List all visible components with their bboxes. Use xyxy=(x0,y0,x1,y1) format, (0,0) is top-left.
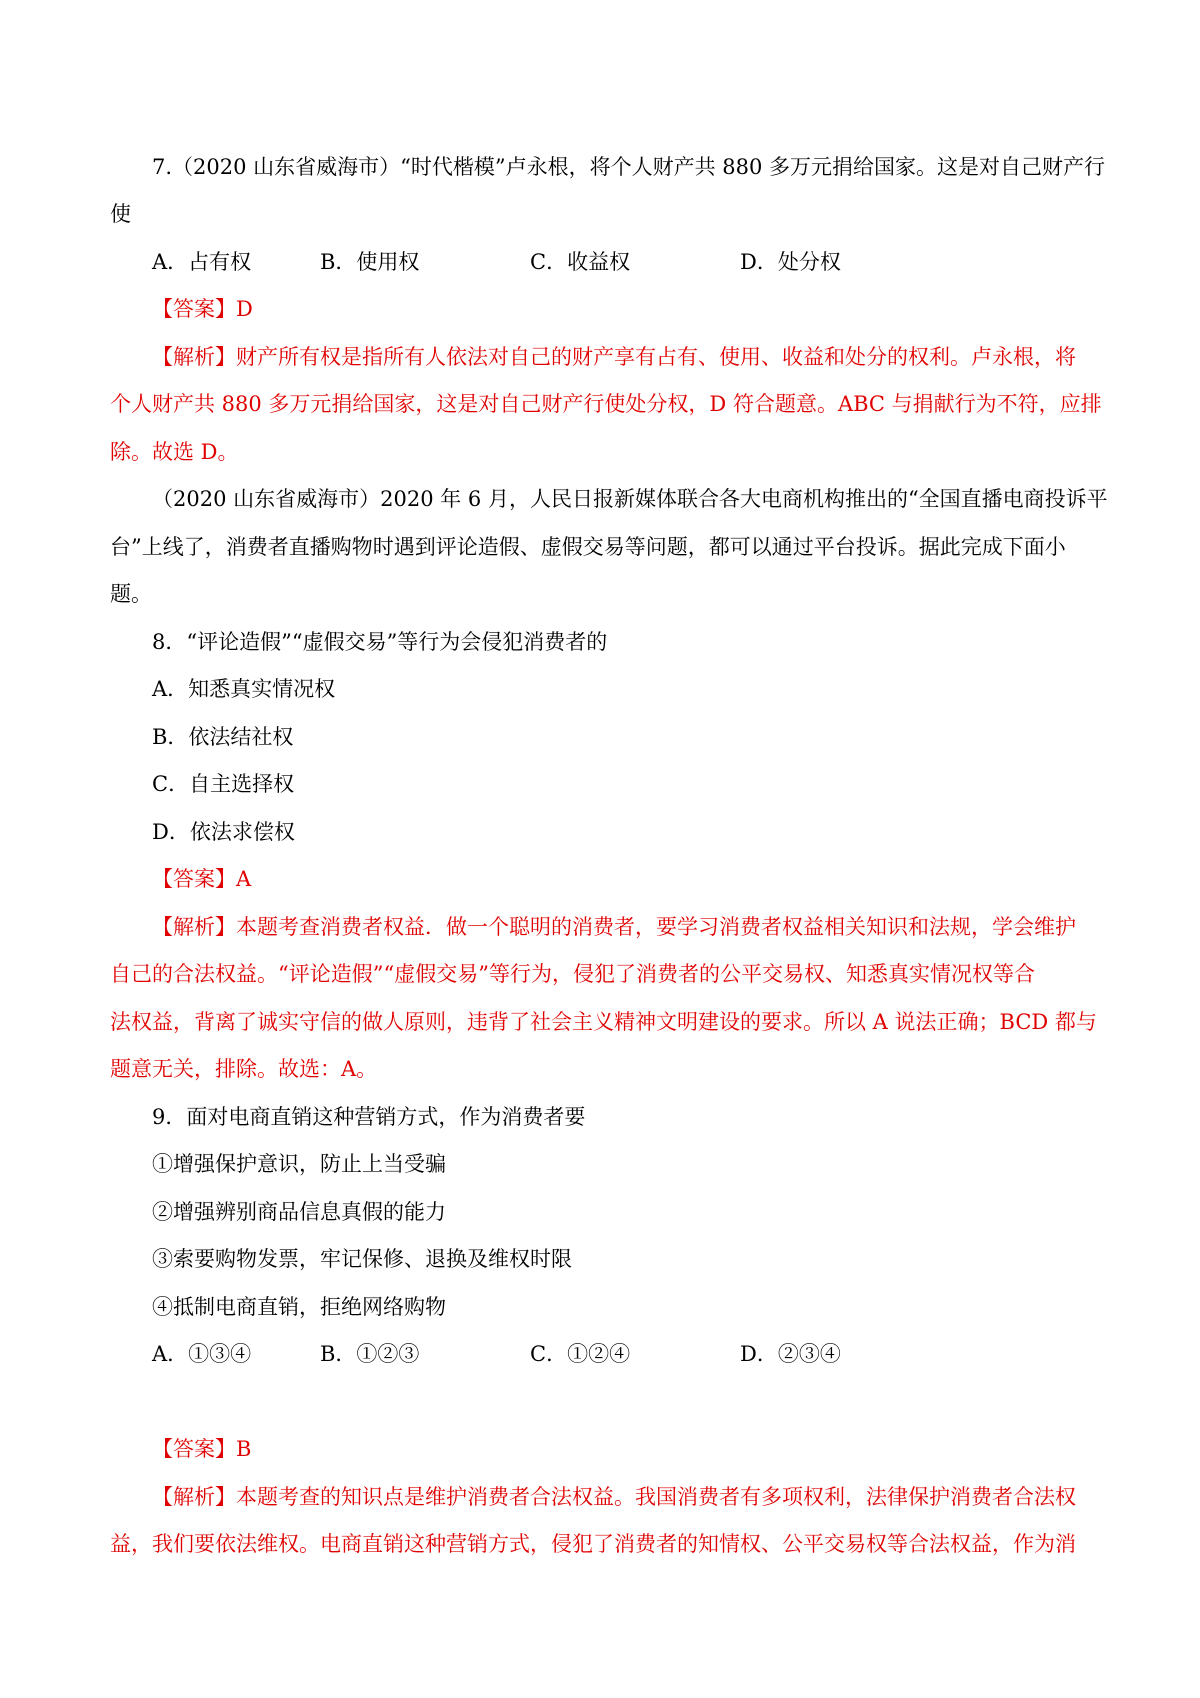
q9-analysis-line2: 益，我们要依法维权。电商直销这种营销方式，侵犯了消费者的知情权、公平交易权等合法权益，作为消 xyxy=(110,1532,1076,1556)
q9-option-d: D．②③④ xyxy=(740,1342,841,1366)
q9-analysis-line1: 【解析】本题考查的知识点是维护消费者合法权益。我国消费者有多项权利，法律保护消费者合法权 xyxy=(152,1485,1076,1509)
q8-analysis-line1: 【解析】本题考查消费者权益．做一个聪明的消费者，要学习消费者权益相关知识和法规，学会维护 xyxy=(152,915,1076,939)
q7-stem-line2: 使 xyxy=(110,202,131,226)
q8-analysis-line3: 法权益，背离了诚实守信的做人原则，违背了社会主义精神文明建设的要求。所以 A 说法正确；BCD 都与 xyxy=(110,1010,1097,1034)
q8-answer: 【答案】A xyxy=(152,867,252,891)
q7-option-b: B．使用权 xyxy=(320,250,420,274)
q9-options xyxy=(152,1339,1052,1369)
q9-option-a: A．①③④ xyxy=(152,1342,252,1366)
q7-option-a: A．占有权 xyxy=(152,250,252,274)
material-line2: 台”上线了，消费者直播购物时遇到评论造假、虚假交易等问题，都可以通过平台投诉。据此完成下面小 xyxy=(110,535,1066,559)
q9-item-3: ③索要购物发票，牢记保修、退换及维权时限 xyxy=(152,1247,572,1271)
q8-option-a: A．知悉真实情况权 xyxy=(152,677,336,701)
q7-answer: 【答案】D xyxy=(152,297,253,321)
q9-item-2: ②增强辨别商品信息真假的能力 xyxy=(152,1200,446,1224)
q7-option-d: D．处分权 xyxy=(740,250,841,274)
q8-option-d: D．依法求偿权 xyxy=(152,820,295,844)
q9-option-b: B．①②③ xyxy=(320,1342,420,1366)
q9-option-c: C．①②④ xyxy=(530,1342,631,1366)
q8-option-b: B．依法结社权 xyxy=(152,725,294,749)
material-line1: （2020 山东省威海市）2020 年 6 月，人民日报新媒体联合各大电商机构推出的“全国直播电商投诉平 xyxy=(152,487,1108,511)
material-line3: 题。 xyxy=(110,582,152,606)
q8-analysis-line4: 题意无关，排除。故选：A。 xyxy=(110,1057,378,1081)
q7-option-c: C．收益权 xyxy=(530,250,631,274)
q8-analysis-line2: 自己的合法权益。“评论造假”“虚假交易”等行为，侵犯了消费者的公平交易权、知悉真实情况权等合 xyxy=(110,962,1035,986)
q9-item-1: ①增强保护意识，防止上当受骗 xyxy=(152,1152,446,1176)
q8-option-c: C．自主选择权 xyxy=(152,772,295,796)
q7-analysis-line2: 个人财产共 880 多万元捐给国家，这是对自己财产行使处分权，D 符合题意。ABC 与捐献行为不符，应排 xyxy=(110,392,1102,416)
q7-stem-line1: 7.（2020 山东省威海市）“时代楷模”卢永根，将个人财产共 880 多万元捐给国家。这是对自己财产行 xyxy=(152,155,1106,179)
q9-stem: 9．面对电商直销这种营销方式，作为消费者要 xyxy=(152,1105,586,1129)
q9-item-4: ④抵制电商直销，拒绝网络购物 xyxy=(152,1295,446,1319)
q9-answer: 【答案】B xyxy=(152,1437,252,1461)
q7-analysis-line1: 【解析】财产所有权是指所有人依法对自己的财产享有占有、使用、收益和处分的权利。卢永根，将 xyxy=(152,345,1076,369)
q8-stem: 8．“评论造假”“虚假交易”等行为会侵犯消费者的 xyxy=(152,630,608,654)
q7-options xyxy=(152,247,1052,277)
q7-analysis-line3: 除。故选 D。 xyxy=(110,440,239,464)
